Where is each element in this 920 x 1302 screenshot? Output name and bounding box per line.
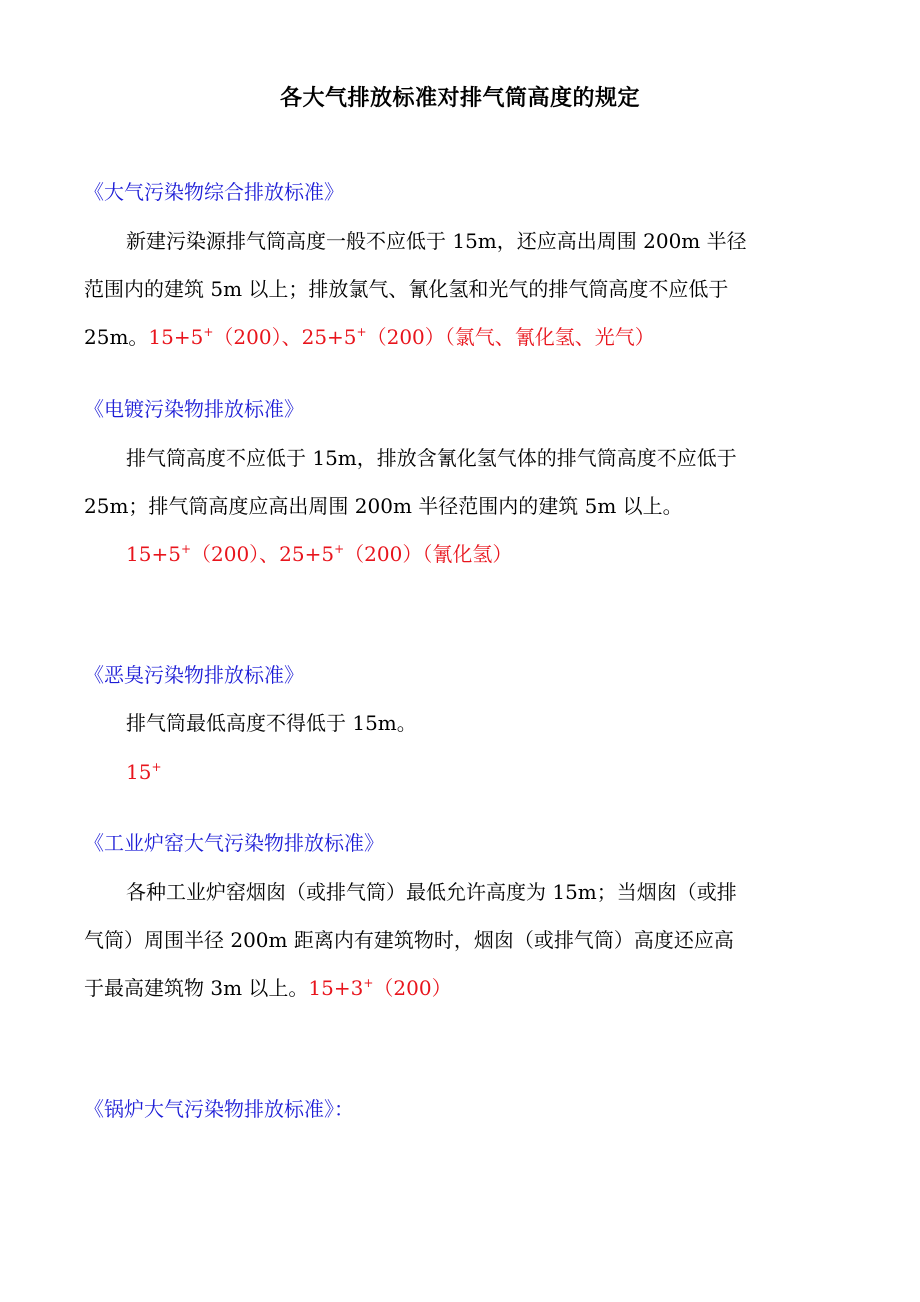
section-heading-comprehensive: 《大气污染物综合排放标准》 xyxy=(84,180,344,204)
section-line: 范围内的建筑 5m 以上；排放氯气、氰化氢和光气的排气筒高度不应低于 xyxy=(84,277,729,301)
section-line-text: 25m。 xyxy=(84,325,149,349)
height-formula: 15+5+（200）、25+5+（200）（氯气、氰化氢、光气） xyxy=(148,325,655,349)
height-formula: 15+ xyxy=(126,760,162,784)
section-line: 新建污染源排气筒高度一般不应低于 15m，还应高出周围 200m 半径 xyxy=(126,229,747,253)
section-line: 气筒）周围半径 200m 距离内有建筑物时，烟囱（或排气筒）高度还应高 xyxy=(84,928,734,952)
section-line: 排气筒高度不应低于 15m，排放含氰化氢气体的排气筒高度不应低于 xyxy=(126,446,737,470)
height-formula: 15+3+（200） xyxy=(308,976,452,1000)
section-line-with-formula xyxy=(84,973,452,1003)
section-line: 各种工业炉窑烟囱（或排气筒）最低允许高度为 15m；当烟囱（或排 xyxy=(126,880,737,904)
section-line-with-formula xyxy=(84,322,655,352)
section-heading-odor: 《恶臭污染物排放标准》 xyxy=(84,663,304,687)
section-heading-boiler: 《锅炉大气污染物排放标准》： xyxy=(84,1097,354,1121)
document-title: 各大气排放标准对排气筒高度的规定 xyxy=(279,85,640,111)
section-line: 排气筒最低高度不得低于 15m。 xyxy=(126,711,417,735)
section-line: 25m；排气筒高度应高出周围 200m 半径范围内的建筑 5m 以上。 xyxy=(84,494,683,518)
section-heading-electroplating: 《电镀污染物排放标准》 xyxy=(84,397,304,421)
section-heading-industrial-kiln: 《工业炉窑大气污染物排放标准》 xyxy=(84,831,384,855)
section-line-text: 于最高建筑物 3m 以上。 xyxy=(84,976,309,1000)
height-formula: 15+5+（200）、25+5+（200）（氰化氢） xyxy=(126,542,513,566)
